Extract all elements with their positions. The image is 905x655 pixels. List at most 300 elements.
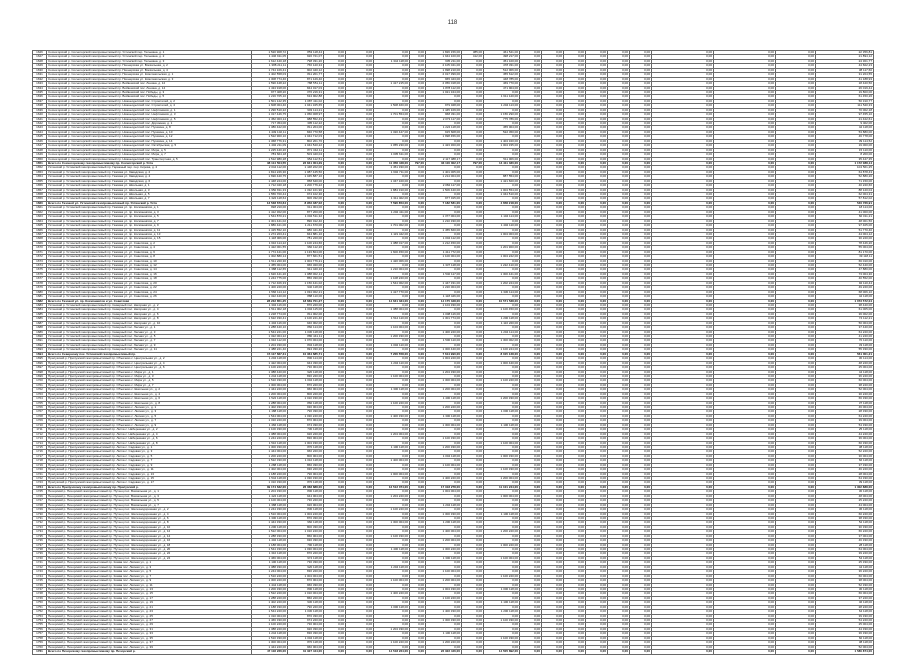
amount-cell: 30 330,00 xyxy=(816,525,874,529)
amount-cell: 0,00 xyxy=(586,383,608,387)
amount-cell: 0,00 xyxy=(564,583,586,587)
amount-cell: 1 300 220,00 xyxy=(252,579,288,583)
amount-cell: 0,00 xyxy=(520,516,542,520)
amount-cell: 0,00 xyxy=(586,175,608,179)
amount-cell: 0,00 xyxy=(324,454,346,458)
amount-cell: 1 202 224,00 xyxy=(484,281,520,285)
amount-cell: 0,00 xyxy=(346,77,374,81)
amount-cell: 1 010 004,00 xyxy=(288,592,324,596)
amount-cell: 0,00 xyxy=(714,366,776,370)
amount-cell: 0,00 xyxy=(374,499,410,503)
amount-cell: 0,00 xyxy=(630,503,652,507)
amount-cell: 1 244 118,00 xyxy=(252,632,288,636)
amount-cell: 0,00 xyxy=(586,552,608,556)
amount-cell: 0,00 xyxy=(410,188,426,192)
amount-cell: 55 004,00 xyxy=(816,246,874,250)
amount-cell: 0,00 xyxy=(426,592,462,596)
amount-cell: 0,00 xyxy=(520,481,542,485)
amount-cell: 0,00 xyxy=(520,130,542,134)
amount-cell: 7 596 853,00 xyxy=(374,201,410,205)
row-number-cell: 1660 xyxy=(33,201,47,205)
amount-cell: 1 310 220,00 xyxy=(252,419,288,423)
amount-cell: 977 408,20 xyxy=(252,90,288,94)
amount-cell: 0,00 xyxy=(484,277,520,281)
amount-cell: 0,00 xyxy=(410,366,426,370)
amount-cell: 68 006,10 xyxy=(816,290,874,294)
amount-cell: 860 220,00 xyxy=(288,596,324,600)
amount-cell: 0,00 xyxy=(346,108,374,112)
amount-cell: 1 100 220,00 xyxy=(252,623,288,627)
amount-cell: 0,00 xyxy=(410,494,426,498)
amount-cell: 0,00 xyxy=(564,579,586,583)
amount-cell: 0,00 xyxy=(564,357,586,361)
amount-cell: 0,00 xyxy=(608,414,630,418)
amount-cell: 1 204 220,00 xyxy=(374,494,410,498)
amount-cell: 0,00 xyxy=(608,361,630,365)
amount-cell: 0,00 xyxy=(652,516,714,520)
amount-cell: 0,00 xyxy=(586,570,608,574)
amount-cell: 844 881,10 xyxy=(288,232,324,236)
amount-cell: 38 004,00 xyxy=(816,579,874,583)
amount-cell: 0,00 xyxy=(462,601,484,605)
amount-cell: 0,00 xyxy=(608,303,630,307)
amount-cell: 1 030 330,00 xyxy=(288,477,324,481)
amount-cell: 974 220,00 xyxy=(288,619,324,623)
amount-cell: 1 452 003,14 xyxy=(252,117,288,121)
amount-cell: 0,00 xyxy=(608,641,630,645)
amount-cell: 0,00 xyxy=(520,477,542,481)
amount-cell: 36 118,00 xyxy=(816,508,874,512)
amount-cell: 14 631 334,00 xyxy=(374,299,410,303)
amount-cell: 0,00 xyxy=(714,268,776,272)
amount-cell: 0,00 xyxy=(346,587,374,591)
amount-cell: 0,00 xyxy=(608,330,630,334)
amount-cell: 1 244 330,00 xyxy=(252,508,288,512)
row-number-cell: 1637 xyxy=(33,99,47,103)
amount-cell: 0,00 xyxy=(586,95,608,99)
amount-cell: 0,00 xyxy=(586,82,608,86)
amount-cell: 0,00 xyxy=(542,379,564,383)
row-number-cell: 1639 xyxy=(33,108,47,112)
amount-cell: 0,00 xyxy=(714,552,776,556)
amount-cell: 960 004,00 xyxy=(288,645,324,649)
amount-cell: 0,00 xyxy=(608,148,630,152)
amount-cell: 0,00 xyxy=(776,379,816,383)
amount-cell: 8 015 128,00 xyxy=(484,352,520,356)
amount-cell: 0,00 xyxy=(776,250,816,254)
amount-cell: 0,00 xyxy=(586,605,608,609)
amount-cell: 0,00 xyxy=(346,388,374,392)
amount-cell: 0,00 xyxy=(564,379,586,383)
amount-cell: 1 288 118,00 xyxy=(252,463,288,467)
amount-cell: 0,00 xyxy=(324,224,346,228)
amount-cell: 0,00 xyxy=(586,503,608,507)
amount-cell: 1 244 118,00 xyxy=(252,374,288,378)
amount-cell: 0,00 xyxy=(630,255,652,259)
amount-cell: 0,00 xyxy=(776,490,816,494)
amount-cell: 0,00 xyxy=(346,636,374,640)
amount-cell: 0,00 xyxy=(520,397,542,401)
row-number-cell: 1681 xyxy=(33,295,47,299)
amount-cell: 0,00 xyxy=(652,401,714,405)
amount-cell: 0,00 xyxy=(564,193,586,197)
amount-cell: 1 420 006,00 xyxy=(374,259,410,263)
amount-cell: 30 220,00 xyxy=(816,237,874,241)
amount-cell: 966 320,00 xyxy=(288,264,324,268)
amount-cell: 0,00 xyxy=(324,468,346,472)
amount-cell: 0,00 xyxy=(542,419,564,423)
address-cell: Прилузский р. Прилузский газопромысловый пр. Летка с. Набережная ул., д. 4 xyxy=(47,432,252,436)
amount-cell: 0,00 xyxy=(520,392,542,396)
amount-cell: 0,00 xyxy=(630,312,652,316)
amount-cell: 0,00 xyxy=(410,583,426,587)
amount-cell: 0,00 xyxy=(630,366,652,370)
amount-cell: 0,00 xyxy=(462,104,484,108)
amount-cell: 1 008 116,00 xyxy=(426,312,462,316)
amount-cell: 0,00 xyxy=(520,548,542,552)
amount-cell: 0,00 xyxy=(374,68,410,72)
amount-cell: 0,00 xyxy=(462,73,484,77)
amount-cell: 0,00 xyxy=(564,126,586,130)
amount-cell: 0,00 xyxy=(542,565,564,569)
amount-cell: 1 200 118,00 xyxy=(484,610,520,614)
amount-cell: 0,00 xyxy=(410,170,426,174)
amount-cell: 0,00 xyxy=(426,627,462,631)
address-cell: Прилузский р. Прилузский газопромысловый пр. Летка с. Садовая ул., д. 13 xyxy=(47,472,252,476)
amount-cell: 0,00 xyxy=(714,179,776,183)
amount-cell: 0,00 xyxy=(608,477,630,481)
amount-cell: 0,00 xyxy=(346,601,374,605)
amount-cell: 0,00 xyxy=(410,450,426,454)
amount-cell: 0,00 xyxy=(564,361,586,365)
amount-cell: 0,00 xyxy=(542,521,564,525)
amount-cell: 0,00 xyxy=(410,241,426,245)
amount-cell: 0,00 xyxy=(776,153,816,157)
amount-cell: 0,00 xyxy=(564,423,586,427)
amount-cell: 0,00 xyxy=(324,552,346,556)
amount-cell: 0,00 xyxy=(520,232,542,236)
row-number-cell: 1733 xyxy=(33,525,47,529)
address-cell: Прилузский р. Прилузский газопромысловый пр. Объячево с. Центральная ул., д. 4 xyxy=(47,361,252,365)
amount-cell: 78 446,20 xyxy=(816,241,874,245)
amount-cell: 0,00 xyxy=(714,312,776,316)
amount-cell: 0,00 xyxy=(324,126,346,130)
row-number-cell: 1749 xyxy=(33,596,47,600)
amount-cell: 0,00 xyxy=(564,619,586,623)
amount-cell: 10 364 685,71 xyxy=(288,352,324,356)
amount-cell: 0,00 xyxy=(652,108,714,112)
amount-cell: 1 100 118,00 xyxy=(484,423,520,427)
amount-cell: 1 218 774,00 xyxy=(252,312,288,316)
amount-cell: 0,00 xyxy=(346,277,374,281)
amount-cell: 0,00 xyxy=(714,485,776,489)
amount-cell: 605 211,00 xyxy=(426,59,462,63)
amount-cell: 0,00 xyxy=(586,148,608,152)
amount-cell: 0,00 xyxy=(520,410,542,414)
amount-cell: 0,00 xyxy=(776,552,816,556)
amount-cell: 0,00 xyxy=(520,228,542,232)
amount-cell: 0,00 xyxy=(542,95,564,99)
amount-cell: 0,00 xyxy=(462,68,484,72)
amount-cell: 0,00 xyxy=(462,179,484,183)
amount-cell: 1 510 330,00 xyxy=(252,636,288,640)
amount-cell: 1 302 880,14 xyxy=(252,255,288,259)
amount-cell: 0,00 xyxy=(324,99,346,103)
row-number-cell: 1721 xyxy=(33,472,47,476)
amount-cell: 0,00 xyxy=(586,68,608,72)
amount-cell: 0,00 xyxy=(346,508,374,512)
amount-cell: 1 100 330,00 xyxy=(374,534,410,538)
amount-cell: 0,00 xyxy=(520,468,542,472)
amount-cell: 0,00 xyxy=(630,579,652,583)
amount-cell: 0,00 xyxy=(630,193,652,197)
amount-cell: 0,00 xyxy=(324,388,346,392)
amount-cell: 0,00 xyxy=(462,503,484,507)
amount-cell: 0,00 xyxy=(410,59,426,63)
amount-cell: 0,00 xyxy=(520,122,542,126)
amount-cell: 0,00 xyxy=(346,641,374,645)
amount-cell: 0,00 xyxy=(564,516,586,520)
amount-cell: 0,00 xyxy=(462,343,484,347)
amount-cell: 0,00 xyxy=(324,326,346,330)
amount-cell: 1 400 220,00 xyxy=(252,286,288,290)
amount-cell: 0,00 xyxy=(652,552,714,556)
amount-cell: 0,00 xyxy=(520,339,542,343)
amount-cell: 0,00 xyxy=(652,157,714,161)
amount-cell: 0,00 xyxy=(324,445,346,449)
amount-cell: 0,00 xyxy=(462,494,484,498)
amount-cell: 1 200 004,00 xyxy=(484,477,520,481)
amount-cell: 0,00 xyxy=(630,627,652,631)
amount-cell: 0,00 xyxy=(586,614,608,618)
amount-cell: 0,00 xyxy=(324,330,346,334)
address-cell: Печорский р. Печорский газопромысловый пр. Кожва пос. Лесная ул., д. 1 xyxy=(47,561,252,565)
amount-cell: 0,00 xyxy=(776,122,816,126)
amount-cell: 0,00 xyxy=(630,139,652,143)
amount-cell: 36 004,00 xyxy=(816,437,874,441)
amount-cell: 1 380 422,00 xyxy=(252,126,288,130)
amount-cell: 503 440,04 xyxy=(288,153,324,157)
amount-cell: 2 117 488,17 xyxy=(426,157,462,161)
amount-cell: 1 544 118,00 xyxy=(252,477,288,481)
amount-cell: 0,00 xyxy=(484,614,520,618)
amount-cell: 0,00 xyxy=(520,175,542,179)
amount-cell: 0,00 xyxy=(520,272,542,276)
amount-cell: 0,00 xyxy=(520,139,542,143)
amount-cell: 0,00 xyxy=(520,148,542,152)
amount-cell: 0,00 xyxy=(714,645,776,649)
amount-cell: 0,00 xyxy=(324,144,346,148)
amount-cell: 0,00 xyxy=(776,477,816,481)
amount-cell: 4 658 218,00 xyxy=(484,201,520,205)
amount-cell: 0,00 xyxy=(324,370,346,374)
row-number-cell: 1737 xyxy=(33,543,47,547)
amount-cell: 1 402 220,00 xyxy=(252,601,288,605)
amount-cell: 0,00 xyxy=(520,601,542,605)
amount-cell: 0,00 xyxy=(462,135,484,139)
amount-cell: 0,00 xyxy=(410,539,426,543)
amount-cell: 0,00 xyxy=(324,450,346,454)
amount-cell: 781 220,00 xyxy=(288,237,324,241)
amount-cell: 0,00 xyxy=(324,139,346,143)
amount-cell: 0,00 xyxy=(586,188,608,192)
amount-cell: 0,00 xyxy=(410,579,426,583)
amount-cell: 0,00 xyxy=(484,166,520,170)
amount-cell: 0,00 xyxy=(324,241,346,245)
amount-cell: 0,00 xyxy=(564,419,586,423)
amount-cell: 0,00 xyxy=(630,432,652,436)
amount-cell: 0,00 xyxy=(346,122,374,126)
amount-cell: 0,00 xyxy=(346,366,374,370)
amount-cell: 0,00 xyxy=(586,565,608,569)
amount-cell: 0,00 xyxy=(608,108,630,112)
amount-cell: 0,00 xyxy=(346,379,374,383)
amount-cell: 0,00 xyxy=(410,543,426,547)
amount-cell: 870 118,00 xyxy=(288,641,324,645)
amount-cell: 0,00 xyxy=(776,596,816,600)
row-number-cell: 1678 xyxy=(33,281,47,285)
amount-cell: 0,00 xyxy=(564,623,586,627)
amount-cell: 0,00 xyxy=(776,139,816,143)
amount-cell: 0,00 xyxy=(608,352,630,356)
amount-cell: 1 402 118,00 xyxy=(252,539,288,543)
amount-cell: 0,00 xyxy=(652,485,714,489)
amount-cell: 0,00 xyxy=(542,246,564,250)
amount-cell: 1 004 004,00 xyxy=(288,574,324,578)
amount-cell: 1 288 330,00 xyxy=(252,534,288,538)
amount-cell: 0,00 xyxy=(346,166,374,170)
amount-cell: 0,00 xyxy=(714,343,776,347)
amount-cell: 0,00 xyxy=(346,561,374,565)
amount-cell: 52 004,00 xyxy=(816,388,874,392)
amount-cell: 0,00 xyxy=(564,157,586,161)
amount-cell: 0,00 xyxy=(564,445,586,449)
amount-cell: 0,00 xyxy=(324,627,346,631)
amount-cell: 0,00 xyxy=(776,503,816,507)
amount-cell: 0,00 xyxy=(324,281,346,285)
amount-cell: 0,00 xyxy=(714,370,776,374)
amount-cell: 1 610 112,00 xyxy=(252,339,288,343)
amount-cell: 0,00 xyxy=(542,512,564,516)
amount-cell: 0,00 xyxy=(652,512,714,516)
amount-cell: 0,00 xyxy=(608,51,630,55)
amount-cell: 1 200 220,00 xyxy=(252,454,288,458)
amount-cell: 0,00 xyxy=(714,543,776,547)
amount-cell: 0,00 xyxy=(542,308,564,312)
amount-cell: 1 388 118,00 xyxy=(252,503,288,507)
amount-cell: 0,00 xyxy=(484,428,520,432)
amount-cell: 870 220,00 xyxy=(288,303,324,307)
amount-cell: 0,00 xyxy=(630,290,652,294)
amount-cell: 0,00 xyxy=(652,86,714,90)
row-number-cell: 1628 xyxy=(33,59,47,63)
amount-cell: 0,00 xyxy=(462,587,484,591)
amount-cell: 0,00 xyxy=(374,570,410,574)
amount-cell: 0,00 xyxy=(776,321,816,325)
amount-cell: 1 100 330,00 xyxy=(484,468,520,472)
amount-cell: 15 110,00 xyxy=(816,148,874,152)
amount-cell: 0,00 xyxy=(652,361,714,365)
amount-cell: 0,00 xyxy=(484,525,520,529)
amount-cell: 1 448 224,00 xyxy=(252,179,288,183)
row-number-cell: 1653 xyxy=(33,170,47,174)
amount-cell: 1 156 290,00 xyxy=(484,113,520,117)
amount-cell: 30 118,00 xyxy=(816,490,874,494)
amount-cell: 0,00 xyxy=(776,468,816,472)
address-cell: Печорский р. Печорский газопромысловый пр. Кожва пос. Лесная ул., д. 27 xyxy=(47,619,252,623)
amount-cell: 0,00 xyxy=(776,246,816,250)
amount-cell: 0,00 xyxy=(520,51,542,55)
amount-cell: 0,00 xyxy=(542,348,564,352)
address-cell: Ухтинский р. Ухтинский газопромысловый пр. Газовая ул. пр. Космонавтов, д. 7 xyxy=(47,219,252,223)
amount-cell: 0,00 xyxy=(324,397,346,401)
amount-cell: 860 114,00 xyxy=(288,326,324,330)
amount-cell: 1 322 118,64 xyxy=(252,197,288,201)
amount-cell: 0,00 xyxy=(374,272,410,276)
amount-cell: 50 004,00 xyxy=(816,321,874,325)
amount-cell: 92 110,44 xyxy=(816,281,874,285)
amount-cell: 0,00 xyxy=(652,179,714,183)
amount-cell: 0,00 xyxy=(586,472,608,476)
amount-cell: 33 118,00 xyxy=(816,343,874,347)
amount-cell: 1 200 330,00 xyxy=(252,587,288,591)
row-number-cell: 1652 xyxy=(33,166,47,170)
amount-cell: 0,00 xyxy=(324,481,346,485)
amount-cell: 0,00 xyxy=(324,68,346,72)
row-number-cell: 1668 xyxy=(33,237,47,241)
amount-cell: 1 544 002,00 xyxy=(374,281,410,285)
amount-cell: 0,00 xyxy=(324,308,346,312)
amount-cell: 0,00 xyxy=(346,326,374,330)
amount-cell: 0,00 xyxy=(324,82,346,86)
amount-cell: 0,00 xyxy=(652,210,714,214)
amount-cell: 1 701 554,00 xyxy=(374,113,410,117)
amount-cell: 0,00 xyxy=(346,348,374,352)
amount-cell: 0,00 xyxy=(776,539,816,543)
amount-cell: 0,00 xyxy=(776,397,816,401)
amount-cell: 0,00 xyxy=(426,623,462,627)
amount-cell: 0,00 xyxy=(714,454,776,458)
amount-cell: 0,00 xyxy=(630,379,652,383)
amount-cell: 0,00 xyxy=(346,605,374,609)
amount-cell: 1 100 224,00 xyxy=(484,348,520,352)
amount-cell: 0,00 xyxy=(652,215,714,219)
amount-cell: 0,00 xyxy=(586,481,608,485)
amount-cell: 0,00 xyxy=(630,614,652,618)
address-cell: Сосногорский р. Сосногорский газопромысловый пр. Нижнеодесский пос. Пушкина, д. 12 xyxy=(47,135,252,139)
amount-cell: 0,00 xyxy=(324,361,346,365)
amount-cell: 0,00 xyxy=(542,193,564,197)
row-number-cell: 1686 xyxy=(33,317,47,321)
amount-cell: 0,00 xyxy=(462,539,484,543)
amount-cell: 0,00 xyxy=(714,264,776,268)
amount-cell: 1 100 220,00 xyxy=(374,401,410,405)
address-cell: Всего по Газовой ул. Ухтинский газопромысловый пр. Ухтинский р. Ухта xyxy=(47,201,252,205)
amount-cell: 60 330,00 xyxy=(816,441,874,445)
amount-cell: 1 402 330,00 xyxy=(252,406,288,410)
amount-cell: 0,00 xyxy=(346,219,374,223)
amount-cell: 0,00 xyxy=(630,228,652,232)
amount-cell: 0,00 xyxy=(714,210,776,214)
amount-cell: 0,00 xyxy=(542,122,564,126)
row-number-cell: 1745 xyxy=(33,579,47,583)
amount-cell: 0,00 xyxy=(324,383,346,387)
amount-cell: 0,00 xyxy=(564,463,586,467)
amount-cell: 0,00 xyxy=(410,525,426,529)
amount-cell: 0,00 xyxy=(586,153,608,157)
amount-cell: 0,00 xyxy=(374,410,410,414)
amount-cell: 0,00 xyxy=(346,135,374,139)
